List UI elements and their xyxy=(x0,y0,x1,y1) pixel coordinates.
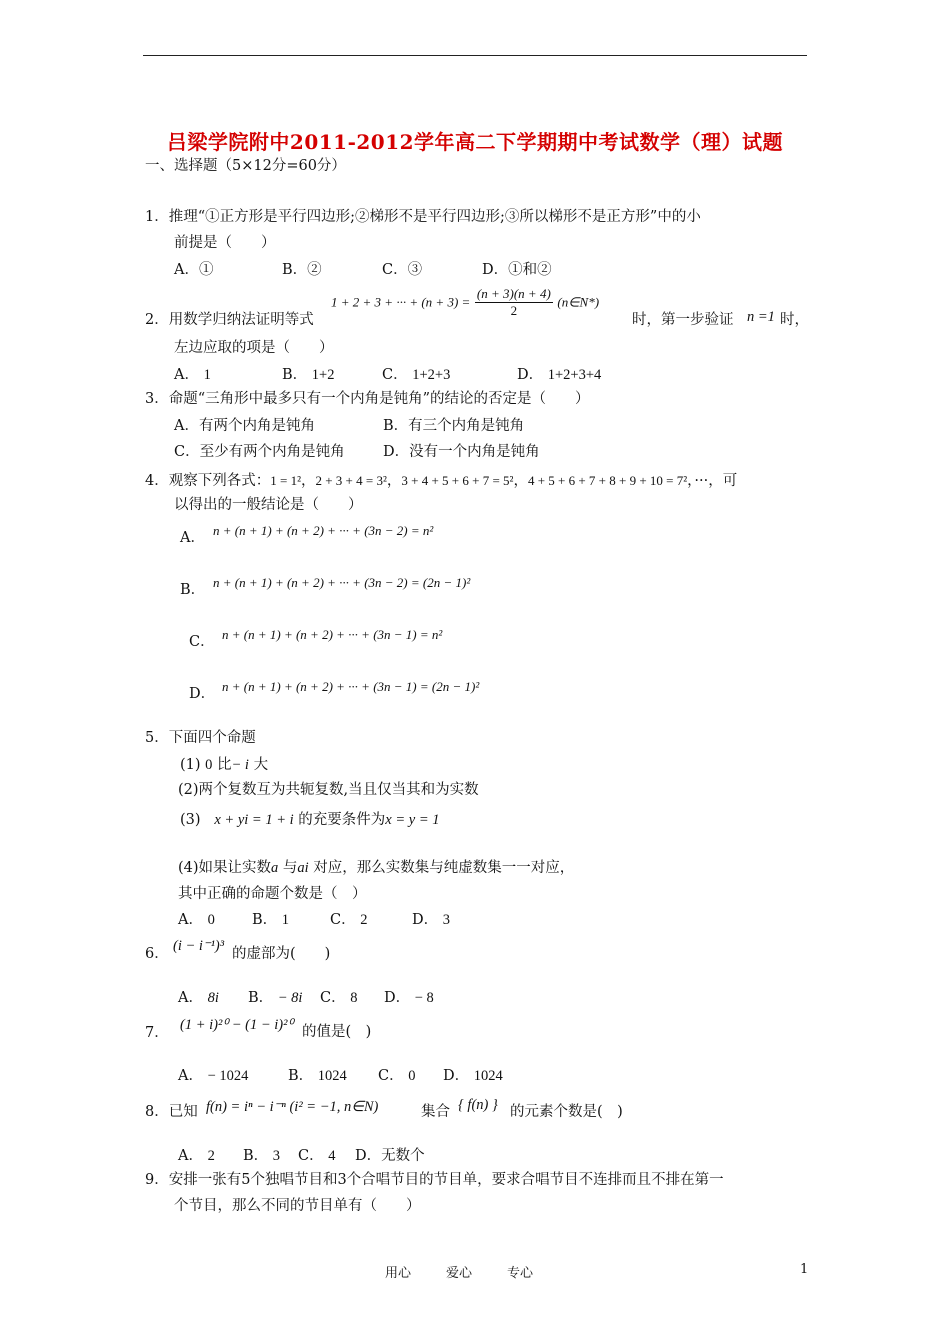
q4-option-d-label: D． xyxy=(189,686,216,702)
q5-stem: 5．下面四个命题 xyxy=(145,730,256,746)
q4-eq1: 1 = 1² xyxy=(270,473,301,488)
q5-option-a: A． 0 xyxy=(178,912,215,928)
footer-text-3: 专心 xyxy=(507,1266,534,1281)
q2-frac-den: 2 xyxy=(510,303,518,318)
q4-option-a-label: A． xyxy=(180,530,205,546)
q8-option-c: C． 4 xyxy=(298,1148,336,1164)
footer-text-1: 用心 xyxy=(385,1266,412,1281)
q2-frac-num: (n + 3)(n + 4) xyxy=(476,286,551,301)
q6-number: 6． xyxy=(145,946,169,962)
q8-suffix: 的元素个数是( ) xyxy=(510,1104,623,1120)
q2-stem-cont: 左边应取的项是（ ） xyxy=(174,340,334,356)
q8-option-b: B． 3 xyxy=(243,1148,281,1164)
q1-option-c: C．③ xyxy=(382,262,423,278)
q2-stem-prefix: 2．用数学归纳法证明等式 xyxy=(145,312,314,328)
q2-eq-right: (n∈N*) xyxy=(557,294,600,310)
q2-eq-left: 1 + 2 + 3 + ··· + (n + 3) = xyxy=(331,294,471,310)
q5-option-d: D． 3 xyxy=(412,912,450,928)
q6-expression: (i − i⁻¹)³ xyxy=(173,938,225,954)
q2-condition: n =1 xyxy=(747,309,775,325)
q5-option-b: B． 1 xyxy=(252,912,290,928)
exam-title: 吕梁学院附中2011-2012学年高二下学期期中考试数学（理）试题 xyxy=(166,130,784,154)
q4-option-b: n + (n + 1) + (n + 2) + ··· + (3n − 2) = (2n − 1)² xyxy=(213,575,471,590)
page-number: 1 xyxy=(800,1262,809,1277)
q9-stem-cont: 个节目，那么不同的节目单有（ ） xyxy=(174,1198,421,1214)
q1-option-d: D．①和② xyxy=(482,262,552,278)
q2-equation xyxy=(331,286,599,319)
q7-option-d: D． 1024 xyxy=(443,1068,503,1084)
q3-option-c: C．至少有两个内角是钝角 xyxy=(174,444,345,460)
q3-stem: 3．命题“三角形中最多只有一个内角是钝角”的结论的否定是（ ） xyxy=(145,391,590,407)
q4-stem-cont: 以得出的一般结论是（ ） xyxy=(174,497,363,513)
q6-option-d: D． − 8 xyxy=(384,990,434,1006)
q6-option-a: A． 8i xyxy=(178,990,219,1006)
q3-option-b: B．有三个内角是钝角 xyxy=(383,418,525,434)
q8-prefix: 8．已知 xyxy=(145,1104,198,1120)
q8-mid: 集合 xyxy=(421,1104,450,1120)
q7-expression: (1 + i)²⁰ − (1 − i)²⁰ xyxy=(180,1017,294,1033)
q8-option-d: D．无数个 xyxy=(355,1148,425,1164)
section-heading: 一、选择题（5×12分=60分） xyxy=(145,158,346,174)
q5-prop4: (4)如果让实数a 与ai 对应，那么实数集与纯虚数集一一对应， xyxy=(178,860,575,876)
q7-option-c: C． 0 xyxy=(378,1068,416,1084)
q4-option-b-label: B． xyxy=(180,582,206,598)
q2-stem-suffix: 时， xyxy=(780,312,809,328)
q1-option-b: B．② xyxy=(282,262,322,278)
footer-text-2: 爱心 xyxy=(446,1266,473,1281)
q1-option-a: A．① xyxy=(174,262,214,278)
q4-stem-suffix: ，···，可 xyxy=(687,473,738,489)
q1-stem-cont: 前提是（ ） xyxy=(174,235,276,251)
q5-option-c: C． 2 xyxy=(330,912,368,928)
q7-option-b: B． 1024 xyxy=(288,1068,347,1084)
header-rule xyxy=(143,55,807,56)
q2-option-b: B． 1+2 xyxy=(282,367,335,383)
q5-prop3: (3) x + yi = 1 + i 的充要条件为x = y = 1 xyxy=(180,812,440,828)
q1-stem: 1．推理“①正方形是平行四边形;②梯形不是平行四边形;③所以梯形不是正方形”中的小 xyxy=(145,209,701,225)
q2-fraction xyxy=(475,286,553,319)
q7-option-a: A． − 1024 xyxy=(178,1068,249,1084)
q5-stem-cont: 其中正确的命题个数是（ ） xyxy=(178,886,367,902)
q6-option-b: B． − 8i xyxy=(248,990,303,1006)
q5-prop2: (2)两个复数互为共轭复数,当且仅当其和为实数 xyxy=(178,782,479,798)
q3-option-a: A．有两个内角是钝角 xyxy=(174,418,315,434)
q9-stem: 9．安排一张有5个独唱节目和3个合唱节目的节目单，要求合唱节目不连排而且不排在第一 xyxy=(145,1172,724,1188)
q4-stem: 4．观察下列各式：1 = 1²，2 + 3 + 4 = 3²，3 + 4 + 5 + 6 + 7 = 5²，4 + 5 + 6 + 7 + 8 + 9 + 10 = 7²，···，可 xyxy=(145,473,738,489)
q7-stem: 的值是( ) xyxy=(302,1024,372,1040)
q2-option-a: A． 1 xyxy=(174,367,211,383)
q4-option-a: n + (n + 1) + (n + 2) + ··· + (3n − 2) = n² xyxy=(213,523,434,538)
q4-option-c-label: C． xyxy=(189,634,215,650)
q4-option-d: n + (n + 1) + (n + 2) + ··· + (3n − 1) = (2n − 1)² xyxy=(222,679,480,694)
q6-option-c: C． 8 xyxy=(320,990,358,1006)
q4-eq2: 2 + 3 + 4 = 3² xyxy=(315,473,387,488)
q4-stem-prefix: 4．观察下列各式： xyxy=(145,473,271,489)
q5-prop1: (1) 0 比− i 大 xyxy=(180,757,269,773)
q2-option-c: C． 1+2+3 xyxy=(382,367,451,383)
q8-option-a: A． 2 xyxy=(178,1148,215,1164)
q7-number: 7． xyxy=(145,1025,169,1041)
q8-set: { f(n) } xyxy=(458,1097,498,1113)
q4-option-c: n + (n + 1) + (n + 2) + ··· + (3n − 1) = n² xyxy=(222,627,443,642)
q4-eq4: 4 + 5 + 6 + 7 + 8 + 9 + 10 = 7² xyxy=(527,473,688,488)
q6-stem: 的虚部为( ) xyxy=(232,946,331,962)
q4-eq3: 3 + 4 + 5 + 6 + 7 = 5² xyxy=(401,473,514,488)
q2-option-d: D． 1+2+3+4 xyxy=(517,367,602,383)
q8-expression: f(n) = iⁿ − i⁻ⁿ (i² = −1, n∈N) xyxy=(206,1099,379,1115)
q2-stem-mid: 时，第一步验证 xyxy=(632,312,734,328)
q3-option-d: D．没有一个内角是钝角 xyxy=(383,444,540,460)
